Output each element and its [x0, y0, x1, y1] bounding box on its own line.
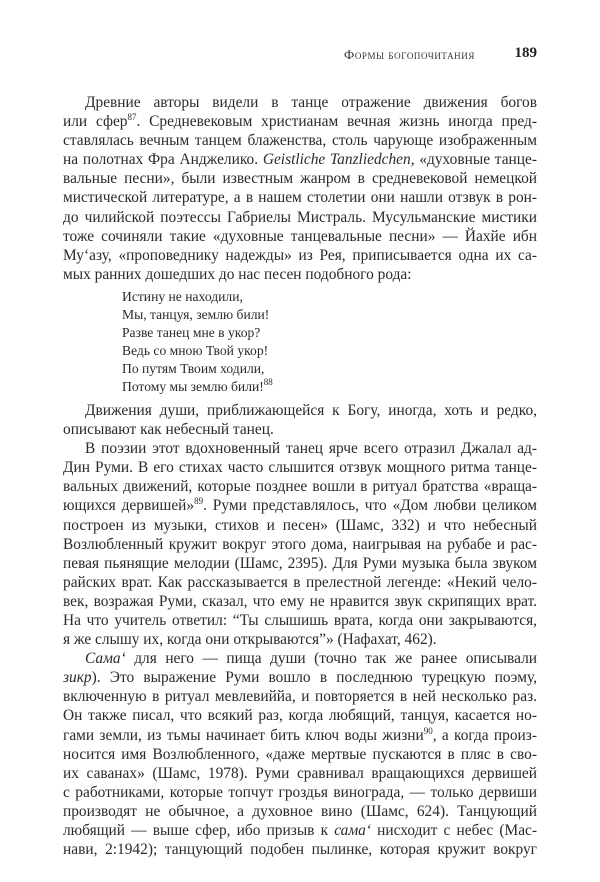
text-line — [63, 726, 537, 745]
paragraph-2 — [63, 401, 537, 439]
text-fragment: на полотнах Фра Анджелико. — [63, 151, 259, 169]
paragraph-1 — [63, 93, 537, 284]
verse-line: Истину не находили, — [122, 288, 243, 304]
text-line: На что учитель ответил: “Ты слышишь врата, когда они закрываются, — [63, 611, 537, 629]
text-line: вальных движений, которые позднее вошли в ритуал братства «враща- — [63, 478, 537, 496]
text-line: певая пьянящие мелодии (Шамс, 2395). Для Руми музыка была звуком — [63, 554, 537, 572]
text-line: райских врат. Как рассказывается в прелестной легенде: «Некий чело- — [63, 573, 537, 591]
footnote-ref-89[interactable]: 89 — [194, 496, 204, 507]
paragraph-3 — [63, 439, 537, 649]
text-line — [63, 668, 537, 687]
running-header — [63, 47, 537, 67]
text-fragment: Потому мы землю били! — [122, 378, 264, 394]
text-fragment: , а когда произ- — [432, 726, 537, 744]
verse-line: Разве танец мне в укор? — [122, 324, 261, 340]
text-fragment: гами земли, из тьмы начинает бить ключ воды жизни — [63, 726, 424, 744]
text-line — [63, 112, 537, 131]
footnote-ref-88[interactable]: 88 — [263, 376, 273, 387]
text-line: построен из музыки, стихов и песен» (Шамс, 332) и что небесный — [63, 516, 537, 534]
verse-line: Ведь со мною Твой укор! — [122, 342, 269, 358]
page-body — [63, 93, 537, 859]
verse-line: По путям Твоим ходили, — [122, 360, 265, 376]
text-line: включенную в ритуал мевлевиййа, и повторяется в ней несколько раз. — [63, 688, 537, 706]
text-fragment: ). Это выражение Руми вошло в последнюю турецкую поэму, — [91, 669, 537, 687]
text-line — [63, 496, 537, 515]
text-line: мых ранних дошедших до нас песен подобного рода: — [63, 265, 412, 283]
text-fragment: ющихся дервишей» — [63, 497, 195, 515]
text-fragment: «духовные танце- — [414, 151, 537, 169]
italic-term: Сама‘ — [85, 650, 126, 668]
paragraph-4 — [63, 649, 537, 859]
text-line — [63, 150, 537, 169]
text-line: Му‘азу, «проповеднику надежды» из Рея, приписывается одна их са- — [63, 246, 537, 264]
italic-term: сама‘ — [334, 822, 371, 839]
text-line: Он также писал, что всякий раз, когда любящий, танцуя, касается но- — [63, 707, 537, 725]
text-fragment: или сфер — [63, 113, 128, 131]
text-fragment: нисходит с небес (Мас- — [370, 822, 537, 839]
footnote-ref-87[interactable]: 87 — [127, 112, 137, 123]
text-line: производят не обычное, а духовное вино (Шамс, 624). Танцующий — [63, 802, 537, 820]
text-line: Древние авторы видели в танце отражение движения богов — [85, 94, 537, 111]
text-line: я же слышу их, когда они открываются”» (Нафахат, 462). — [63, 631, 437, 649]
text-fragment: . Руми представлялось, что «Дом любви целиком — [203, 497, 537, 515]
text-line: до чилийской поэтессы Габриелы Мистраль. Мусульманские мистики — [63, 208, 537, 226]
verse-line: Мы, танцуя, землю били! — [122, 306, 270, 322]
italic-term: зикр — [63, 669, 92, 687]
text-fragment: для него — пища души (точно так же ранее описывали — [125, 650, 537, 668]
text-line: Возлюбленный кружит вокруг этого дома, наигрывая на рубабе и рас- — [63, 535, 537, 553]
text-line: тоже сочиняли такие «духовные танцевальные песни» — Йахйе ибн — [63, 227, 537, 245]
text-line: В поэзии этот вдохновенный танец ярче всего отразил Джалал ад- — [85, 440, 537, 458]
text-line: с работниками, которые топчут гроздья винограда, — только дервиши — [63, 783, 537, 801]
text-line: мистической литературе, а в нашем столетии они нашли отзвук в рон- — [63, 189, 537, 207]
text-line: носится имя Возлюбленного, «даже мертвые пускаются в пляс в сво- — [63, 745, 537, 763]
text-line: ставлялась вечным танцем блаженства, столь чарующе изображенным — [63, 132, 537, 150]
verse-line — [63, 378, 537, 396]
running-title: Формы богопочитания — [343, 47, 475, 62]
footnote-ref-90[interactable]: 90 — [423, 725, 433, 736]
text-fragment: любящий — выше сфер, ибо призыв к — [63, 822, 335, 839]
page-number: 189 — [514, 45, 537, 61]
text-fragment: . Средневековым христианам вечная жизнь иногда пред- — [136, 113, 537, 131]
text-line — [63, 649, 537, 668]
text-line: описывают как небесный танец. — [63, 421, 274, 439]
text-line: нави, 2:1942); танцующий подобен пылинке, которая кружит вокруг — [63, 841, 537, 859]
text-line: Движения души, приближающейся к Богу, иногда, хоть и редко, — [85, 401, 537, 419]
text-line — [63, 821, 537, 840]
text-line: век, возражая Руми, сказал, что ему не нравится звук скрипящих врат. — [63, 592, 537, 610]
text-line: вальные песни», были известным жанром в средневековой немецкой — [63, 170, 537, 188]
verse-block — [63, 288, 537, 396]
text-line: Дин Руми. В его стихах часто слышится отзвук мощного ритма танце- — [63, 459, 537, 477]
italic-title: Geistliche Tanzliedchen, — [262, 151, 415, 169]
text-line: их саванах» (Шамс, 1978). Руми сравнивал вращающихся дервишей — [63, 764, 537, 782]
